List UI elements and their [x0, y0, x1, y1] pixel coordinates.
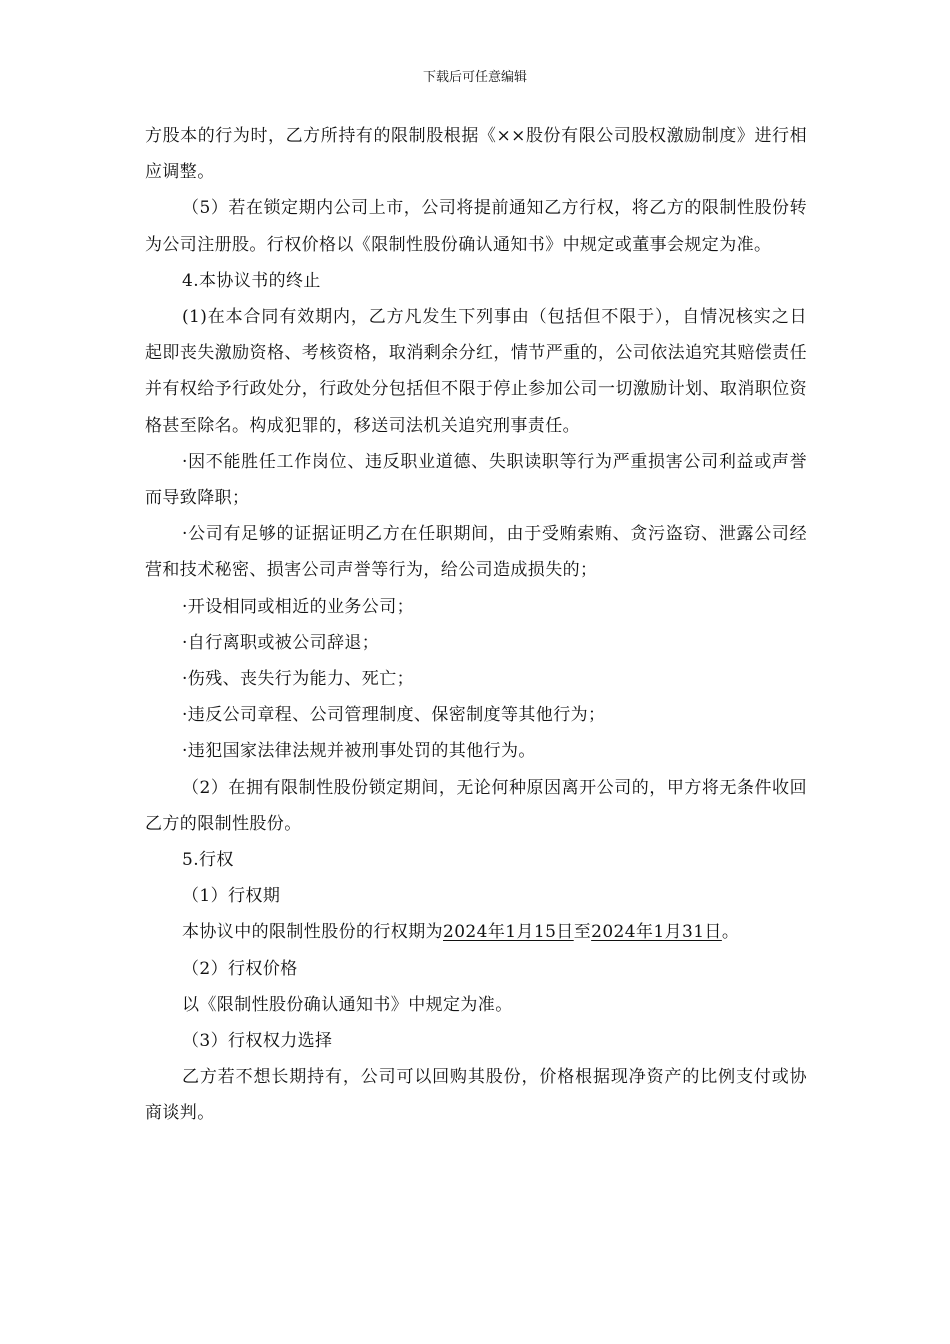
exercise-end-date: 2024年1月31日: [591, 922, 722, 943]
exercise-period-suffix: 。: [721, 922, 740, 943]
section-heading-termination: 4.本协议书的终止: [182, 270, 321, 291]
document-body: [145, 118, 807, 1132]
subheading-exercise-option: （3）行权权力选择: [182, 1031, 333, 1052]
paragraph-exercise-price: 以《限制性股份确认通知书》中规定为准。: [182, 994, 513, 1015]
paragraph-exercise-option: 乙方若不想长期持有，公司可以回购其股份，价格根据现净资产的比例支付或协商谈判。: [145, 1067, 807, 1124]
bullet-item: ·伤残、丧失行为能力、死亡；: [182, 669, 415, 690]
bullet-item: ·自行离职或被公司辞退；: [182, 632, 380, 653]
exercise-start-date: 2024年1月15日: [443, 922, 574, 943]
exercise-period-prefix: 本协议中的限制性股份的行权期为: [182, 922, 443, 943]
page-header: 下载后可任意编辑: [422, 70, 527, 85]
bullet-item: ·公司有足够的证据证明乙方在任职期间，由于受贿索贿、贪污盗窃、泄露公司经营和技术秘密、损害公司声誉等行为，给公司造成损失的；: [145, 524, 807, 581]
paragraph-clause-5: （5）若在锁定期内公司上市，公司将提前通知乙方行权，将乙方的限制性股份转为公司注册股。行权价格以《限制性股份确认通知书》中规定或董事会规定为准。: [145, 198, 807, 255]
subheading-exercise-price: （2）行权价格: [182, 958, 298, 979]
bullet-item: ·因不能胜任工作岗位、违反职业道德、失职读职等行为严重损害公司利益或声誉而导致降职；: [145, 451, 807, 509]
paragraph-termination-1: (1)在本合同有效期内，乙方凡发生下列事由（包括但不限于），自情况核实之日起即丧失激励资格、考核资格，取消剩余分红，情节严重的，公司依法追究其赔偿责任并有权给予行政处分，行政处分包括但不限于停止参加公司一切激励计划、取消职位资格甚至除名。构成犯罪的，移送司法机关追究刑事责任。: [145, 307, 807, 436]
section-heading-exercise: 5.行权: [182, 850, 234, 871]
subheading-exercise-period: （1）行权期: [182, 886, 281, 907]
bullet-item: ·违犯国家法律法规并被刑事处罚的其他行为。: [182, 741, 536, 762]
paragraph-continuation: 方股本的行为时，乙方所持有的限制股根据《××股份有限公司股权激励制度》进行相应调整。: [145, 126, 807, 183]
bullet-item: ·违反公司章程、公司管理制度、保密制度等其他行为；: [182, 705, 606, 726]
paragraph-termination-2: （2）在拥有限制性股份锁定期间，无论何种原因离开公司的，甲方将无条件收回乙方的限制性股份。: [145, 777, 807, 834]
bullet-item: ·开设相同或相近的业务公司；: [182, 596, 415, 617]
paragraph-exercise-period: [145, 914, 807, 950]
exercise-period-connector: 至: [573, 922, 592, 943]
